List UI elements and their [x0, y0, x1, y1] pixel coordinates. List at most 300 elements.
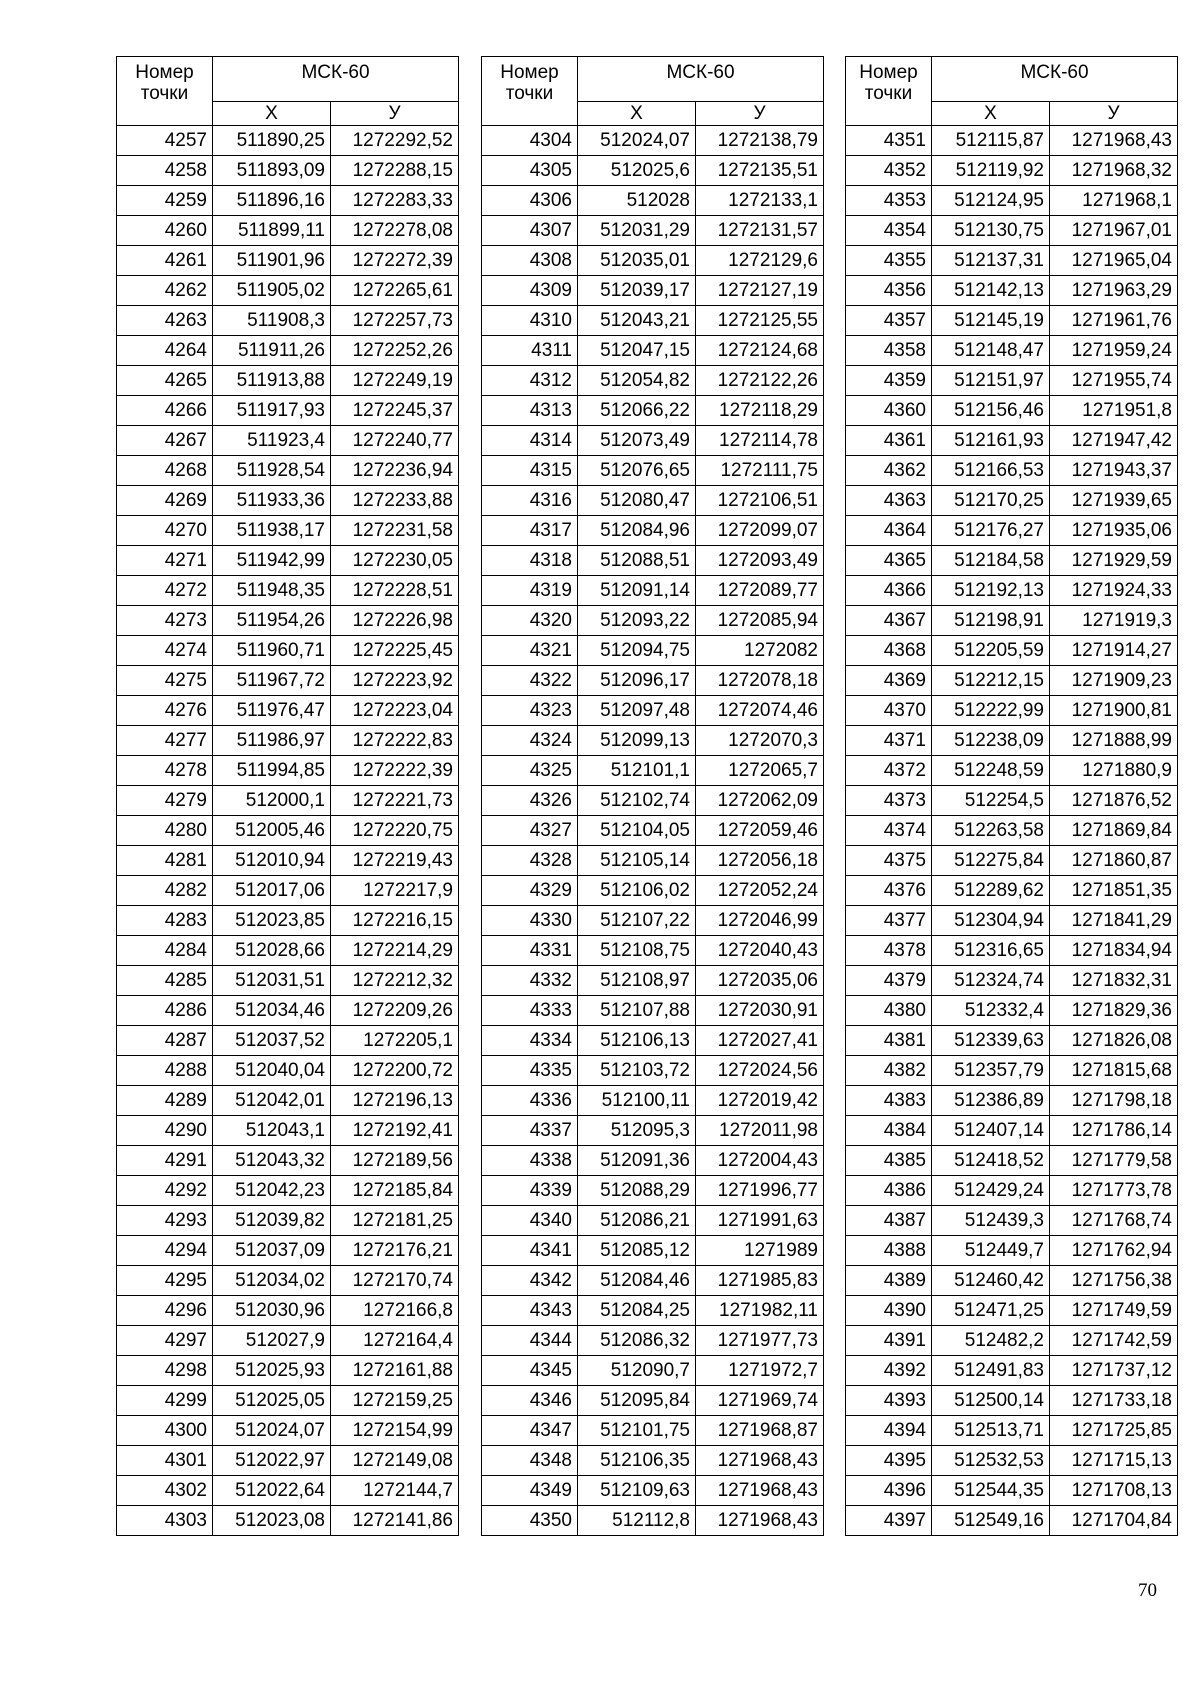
x-cell: 511913,88	[213, 366, 331, 396]
point-number-cell: 4375	[846, 846, 932, 876]
x-cell: 512170,25	[932, 486, 1050, 516]
x-cell: 512532,53	[932, 1446, 1050, 1476]
point-number-cell: 4356	[846, 276, 932, 306]
x-cell: 512482,2	[932, 1326, 1050, 1356]
x-cell: 511938,17	[213, 516, 331, 546]
table-row	[117, 426, 459, 456]
table-row	[846, 306, 1178, 336]
x-cell: 512124,95	[932, 186, 1050, 216]
y-cell: 1272283,33	[331, 186, 459, 216]
point-number-cell: 4390	[846, 1296, 932, 1326]
x-cell: 512088,51	[578, 546, 696, 576]
y-cell: 1272089,77	[696, 576, 824, 606]
y-cell: 1272164,4	[331, 1326, 459, 1356]
point-number-cell: 4371	[846, 726, 932, 756]
y-cell: 1272065,7	[696, 756, 824, 786]
point-number-cell: 4310	[482, 306, 578, 336]
point-number-cell: 4368	[846, 636, 932, 666]
y-cell: 1272231,58	[331, 516, 459, 546]
point-number-cell: 4272	[117, 576, 213, 606]
point-number-cell: 4258	[117, 156, 213, 186]
table-row	[846, 1236, 1178, 1266]
point-number-cell: 4321	[482, 636, 578, 666]
y-cell: 1271815,68	[1050, 1056, 1178, 1086]
table-row	[846, 1026, 1178, 1056]
table-row	[846, 906, 1178, 936]
x-cell: 512108,75	[578, 936, 696, 966]
table-row	[482, 156, 824, 186]
y-cell: 1271961,76	[1050, 306, 1178, 336]
x-cell: 511954,26	[213, 606, 331, 636]
x-cell: 512418,52	[932, 1146, 1050, 1176]
y-cell: 1272004,43	[696, 1146, 824, 1176]
point-number-cell: 4362	[846, 456, 932, 486]
point-number-cell: 4330	[482, 906, 578, 936]
point-number-cell: 4304	[482, 126, 578, 156]
x-cell: 511976,47	[213, 696, 331, 726]
x-cell: 512043,21	[578, 306, 696, 336]
table-row	[846, 1086, 1178, 1116]
point-number-cell: 4348	[482, 1446, 578, 1476]
y-cell: 1271900,81	[1050, 696, 1178, 726]
point-number-cell: 4301	[117, 1446, 213, 1476]
x-cell: 512090,7	[578, 1356, 696, 1386]
x-cell: 512449,7	[932, 1236, 1050, 1266]
x-cell: 512043,32	[213, 1146, 331, 1176]
y-cell: 1272196,13	[331, 1086, 459, 1116]
table-row	[482, 1206, 824, 1236]
table-row	[117, 246, 459, 276]
header-y: У	[331, 102, 459, 126]
y-cell: 1271991,63	[696, 1206, 824, 1236]
point-number-cell: 4317	[482, 516, 578, 546]
point-number-cell: 4328	[482, 846, 578, 876]
point-number-cell: 4379	[846, 966, 932, 996]
y-cell: 1271939,65	[1050, 486, 1178, 516]
point-number-cell: 4370	[846, 696, 932, 726]
point-number-cell: 4306	[482, 186, 578, 216]
y-cell: 1272166,8	[331, 1296, 459, 1326]
point-number-cell: 4338	[482, 1146, 578, 1176]
x-cell: 512192,13	[932, 576, 1050, 606]
point-number-cell: 4350	[482, 1506, 578, 1536]
x-cell: 512544,35	[932, 1476, 1050, 1506]
table-row	[846, 696, 1178, 726]
point-number-cell: 4394	[846, 1416, 932, 1446]
x-cell: 512035,01	[578, 246, 696, 276]
table-row	[117, 876, 459, 906]
table-row	[846, 1296, 1178, 1326]
y-cell: 1272272,39	[331, 246, 459, 276]
table-row	[846, 336, 1178, 366]
table-row	[117, 1416, 459, 1446]
x-cell: 512096,17	[578, 666, 696, 696]
point-number-cell: 4289	[117, 1086, 213, 1116]
table-row	[117, 996, 459, 1026]
table-row	[482, 366, 824, 396]
point-number-cell: 4388	[846, 1236, 932, 1266]
table-row	[117, 1326, 459, 1356]
table-row	[482, 336, 824, 366]
point-number-cell: 4366	[846, 576, 932, 606]
x-cell: 512073,49	[578, 426, 696, 456]
y-cell: 1272278,08	[331, 216, 459, 246]
x-cell: 512460,42	[932, 1266, 1050, 1296]
y-cell: 1271968,1	[1050, 186, 1178, 216]
point-number-cell: 4271	[117, 546, 213, 576]
point-number-cell: 4346	[482, 1386, 578, 1416]
table-body	[846, 126, 1178, 1536]
table-row	[846, 816, 1178, 846]
y-cell: 1271977,73	[696, 1326, 824, 1356]
y-cell: 1272223,92	[331, 666, 459, 696]
x-cell: 512491,83	[932, 1356, 1050, 1386]
table-row	[117, 1356, 459, 1386]
table-row	[482, 1116, 824, 1146]
table-row	[482, 1236, 824, 1266]
x-cell: 511948,35	[213, 576, 331, 606]
y-cell: 1272024,56	[696, 1056, 824, 1086]
y-cell: 1272046,99	[696, 906, 824, 936]
table-row	[482, 456, 824, 486]
x-cell: 512054,82	[578, 366, 696, 396]
page-number: 70	[1138, 1580, 1157, 1601]
table-row	[117, 516, 459, 546]
x-cell: 511896,16	[213, 186, 331, 216]
y-cell: 1272122,26	[696, 366, 824, 396]
point-number-cell: 4345	[482, 1356, 578, 1386]
x-cell: 512080,47	[578, 486, 696, 516]
table-row	[482, 1476, 824, 1506]
y-cell: 1271968,87	[696, 1416, 824, 1446]
y-cell: 1272118,29	[696, 396, 824, 426]
y-cell: 1271756,38	[1050, 1266, 1178, 1296]
x-cell: 512088,29	[578, 1176, 696, 1206]
point-number-cell: 4374	[846, 816, 932, 846]
x-cell: 512024,07	[213, 1416, 331, 1446]
x-cell: 512028	[578, 186, 696, 216]
y-cell: 1271989	[696, 1236, 824, 1266]
x-cell: 512028,66	[213, 936, 331, 966]
table-row	[482, 516, 824, 546]
table-row	[117, 906, 459, 936]
x-cell: 512184,58	[932, 546, 1050, 576]
y-cell: 1271876,52	[1050, 786, 1178, 816]
table-row	[846, 396, 1178, 426]
y-cell: 1272257,73	[331, 306, 459, 336]
y-cell: 1272127,19	[696, 276, 824, 306]
point-number-cell: 4259	[117, 186, 213, 216]
x-cell: 512091,36	[578, 1146, 696, 1176]
x-cell: 512212,15	[932, 666, 1050, 696]
y-cell: 1272252,26	[331, 336, 459, 366]
table-row	[117, 126, 459, 156]
y-cell: 1272216,15	[331, 906, 459, 936]
x-cell: 512042,23	[213, 1176, 331, 1206]
table-row	[482, 846, 824, 876]
x-cell: 512095,3	[578, 1116, 696, 1146]
x-cell: 511923,4	[213, 426, 331, 456]
x-cell: 512099,13	[578, 726, 696, 756]
table-row	[846, 636, 1178, 666]
y-cell: 1272209,26	[331, 996, 459, 1026]
table-row	[846, 1056, 1178, 1086]
point-number-cell: 4270	[117, 516, 213, 546]
y-cell: 1271762,94	[1050, 1236, 1178, 1266]
point-number-cell: 4335	[482, 1056, 578, 1086]
y-cell: 1272125,55	[696, 306, 824, 336]
y-cell: 1272212,32	[331, 966, 459, 996]
point-number-cell: 4316	[482, 486, 578, 516]
y-cell: 1272217,9	[331, 876, 459, 906]
x-cell: 512085,12	[578, 1236, 696, 1266]
point-number-cell: 4343	[482, 1296, 578, 1326]
table-row	[846, 936, 1178, 966]
point-number-cell: 4342	[482, 1266, 578, 1296]
x-cell: 512105,14	[578, 846, 696, 876]
point-number-cell: 4376	[846, 876, 932, 906]
point-number-cell: 4360	[846, 396, 932, 426]
table-row	[482, 1506, 824, 1536]
table-row	[482, 876, 824, 906]
x-cell: 512047,15	[578, 336, 696, 366]
table-body	[482, 126, 824, 1536]
y-cell: 1272205,1	[331, 1026, 459, 1056]
point-number-cell: 4351	[846, 126, 932, 156]
x-cell: 511942,99	[213, 546, 331, 576]
x-cell: 512106,13	[578, 1026, 696, 1056]
x-cell: 511893,09	[213, 156, 331, 186]
y-cell: 1271708,13	[1050, 1476, 1178, 1506]
x-cell: 512119,92	[932, 156, 1050, 186]
table-row	[846, 996, 1178, 1026]
x-cell: 512039,82	[213, 1206, 331, 1236]
point-number-cell: 4380	[846, 996, 932, 1026]
x-cell: 512102,74	[578, 786, 696, 816]
y-cell: 1271779,58	[1050, 1146, 1178, 1176]
table-row	[117, 306, 459, 336]
x-cell: 512198,91	[932, 606, 1050, 636]
table-row	[846, 1476, 1178, 1506]
point-number-cell: 4367	[846, 606, 932, 636]
point-number-cell: 4327	[482, 816, 578, 846]
x-cell: 512023,85	[213, 906, 331, 936]
x-cell: 512130,75	[932, 216, 1050, 246]
table-row	[117, 666, 459, 696]
table-row	[482, 1176, 824, 1206]
x-cell: 511917,93	[213, 396, 331, 426]
point-number-cell: 4275	[117, 666, 213, 696]
table-row	[846, 726, 1178, 756]
table-row	[482, 936, 824, 966]
point-number-cell: 4273	[117, 606, 213, 636]
table-row	[846, 876, 1178, 906]
x-cell: 512238,09	[932, 726, 1050, 756]
table-row	[846, 576, 1178, 606]
point-number-cell: 4277	[117, 726, 213, 756]
point-number-cell: 4357	[846, 306, 932, 336]
y-cell: 1272226,98	[331, 606, 459, 636]
y-cell: 1272027,41	[696, 1026, 824, 1056]
y-cell: 1272129,6	[696, 246, 824, 276]
x-cell: 512010,94	[213, 846, 331, 876]
table-row	[117, 696, 459, 726]
point-number-cell: 4292	[117, 1176, 213, 1206]
table-row	[117, 1056, 459, 1086]
y-cell: 1271851,35	[1050, 876, 1178, 906]
point-number-cell: 4290	[117, 1116, 213, 1146]
point-number-cell: 4299	[117, 1386, 213, 1416]
y-cell: 1272225,45	[331, 636, 459, 666]
table-row	[846, 246, 1178, 276]
x-cell: 512017,06	[213, 876, 331, 906]
y-cell: 1272222,39	[331, 756, 459, 786]
point-number-cell: 4332	[482, 966, 578, 996]
table-row	[482, 1056, 824, 1086]
table-row	[117, 1116, 459, 1146]
y-cell: 1271768,74	[1050, 1206, 1178, 1236]
point-number-cell: 4326	[482, 786, 578, 816]
x-cell: 512030,96	[213, 1296, 331, 1326]
header-point-number: Номер точки	[846, 57, 932, 126]
table-row	[117, 486, 459, 516]
y-cell: 1271943,37	[1050, 456, 1178, 486]
point-number-cell: 4266	[117, 396, 213, 426]
x-cell: 512037,52	[213, 1026, 331, 1056]
y-cell: 1271929,59	[1050, 546, 1178, 576]
table-row	[117, 1086, 459, 1116]
x-cell: 512471,25	[932, 1296, 1050, 1326]
x-cell: 512039,17	[578, 276, 696, 306]
table-row	[846, 1116, 1178, 1146]
point-number-cell: 4384	[846, 1116, 932, 1146]
x-cell: 512109,63	[578, 1476, 696, 1506]
table-row	[482, 696, 824, 726]
point-number-cell: 4364	[846, 516, 932, 546]
point-number-cell: 4378	[846, 936, 932, 966]
y-cell: 1272099,07	[696, 516, 824, 546]
point-number-cell: 4377	[846, 906, 932, 936]
x-cell: 512076,65	[578, 456, 696, 486]
y-cell: 1271715,13	[1050, 1446, 1178, 1476]
table-row	[482, 1446, 824, 1476]
x-cell: 512106,02	[578, 876, 696, 906]
point-number-cell: 4281	[117, 846, 213, 876]
x-cell: 511928,54	[213, 456, 331, 486]
x-cell: 512101,75	[578, 1416, 696, 1446]
point-number-cell: 4311	[482, 336, 578, 366]
point-number-cell: 4336	[482, 1086, 578, 1116]
x-cell: 512112,8	[578, 1506, 696, 1536]
point-number-cell: 4265	[117, 366, 213, 396]
table-row	[117, 1506, 459, 1536]
x-cell: 512386,89	[932, 1086, 1050, 1116]
y-cell: 1272200,72	[331, 1056, 459, 1086]
y-cell: 1272189,56	[331, 1146, 459, 1176]
x-cell: 512439,3	[932, 1206, 1050, 1236]
x-cell: 512332,4	[932, 996, 1050, 1026]
point-number-cell: 4280	[117, 816, 213, 846]
table-row	[117, 786, 459, 816]
x-cell: 512500,14	[932, 1386, 1050, 1416]
point-number-cell: 4285	[117, 966, 213, 996]
y-cell: 1271832,31	[1050, 966, 1178, 996]
table-row	[482, 996, 824, 1026]
y-cell: 1272154,99	[331, 1416, 459, 1446]
table-row	[846, 606, 1178, 636]
table-row	[846, 276, 1178, 306]
header-point-number: Номер точки	[482, 57, 578, 126]
point-number-cell: 4320	[482, 606, 578, 636]
y-cell: 1272074,46	[696, 696, 824, 726]
table-row	[846, 1266, 1178, 1296]
y-cell: 1271967,01	[1050, 216, 1178, 246]
point-number-cell: 4268	[117, 456, 213, 486]
point-number-cell: 4324	[482, 726, 578, 756]
y-cell: 1272265,61	[331, 276, 459, 306]
y-cell: 1272114,78	[696, 426, 824, 456]
header-system: МСК-60	[932, 57, 1178, 102]
point-number-cell: 4365	[846, 546, 932, 576]
point-number-cell: 4314	[482, 426, 578, 456]
point-number-cell: 4325	[482, 756, 578, 786]
table-row	[117, 1266, 459, 1296]
y-cell: 1271968,43	[696, 1506, 824, 1536]
table-row	[846, 126, 1178, 156]
point-number-cell: 4307	[482, 216, 578, 246]
y-cell: 1272176,21	[331, 1236, 459, 1266]
table-row	[846, 456, 1178, 486]
table-row	[482, 966, 824, 996]
table-row	[846, 1176, 1178, 1206]
table-row	[482, 756, 824, 786]
x-cell: 512161,93	[932, 426, 1050, 456]
table-row	[117, 1446, 459, 1476]
table-row	[846, 1416, 1178, 1446]
table-row	[117, 1386, 459, 1416]
x-cell: 512093,22	[578, 606, 696, 636]
x-cell: 512549,16	[932, 1506, 1050, 1536]
table-row	[117, 456, 459, 486]
point-number-cell: 4312	[482, 366, 578, 396]
table-row	[117, 1206, 459, 1236]
table-row	[482, 576, 824, 606]
y-cell: 1271860,87	[1050, 846, 1178, 876]
x-cell: 511933,36	[213, 486, 331, 516]
table-row	[482, 396, 824, 426]
x-cell: 512151,97	[932, 366, 1050, 396]
point-number-cell: 4322	[482, 666, 578, 696]
point-number-cell: 4315	[482, 456, 578, 486]
table-row	[117, 1146, 459, 1176]
table-row	[117, 546, 459, 576]
y-cell: 1272223,04	[331, 696, 459, 726]
point-number-cell: 4303	[117, 1506, 213, 1536]
x-cell: 512084,96	[578, 516, 696, 546]
table-row	[117, 1296, 459, 1326]
point-number-cell: 4372	[846, 756, 932, 786]
y-cell: 1271869,84	[1050, 816, 1178, 846]
y-cell: 1271880,9	[1050, 756, 1178, 786]
x-cell: 512094,75	[578, 636, 696, 666]
x-cell: 512107,22	[578, 906, 696, 936]
table-row	[117, 726, 459, 756]
point-number-cell: 4286	[117, 996, 213, 1026]
x-cell: 512115,87	[932, 126, 1050, 156]
y-cell: 1271968,32	[1050, 156, 1178, 186]
y-cell: 1271733,18	[1050, 1386, 1178, 1416]
point-number-cell: 4386	[846, 1176, 932, 1206]
